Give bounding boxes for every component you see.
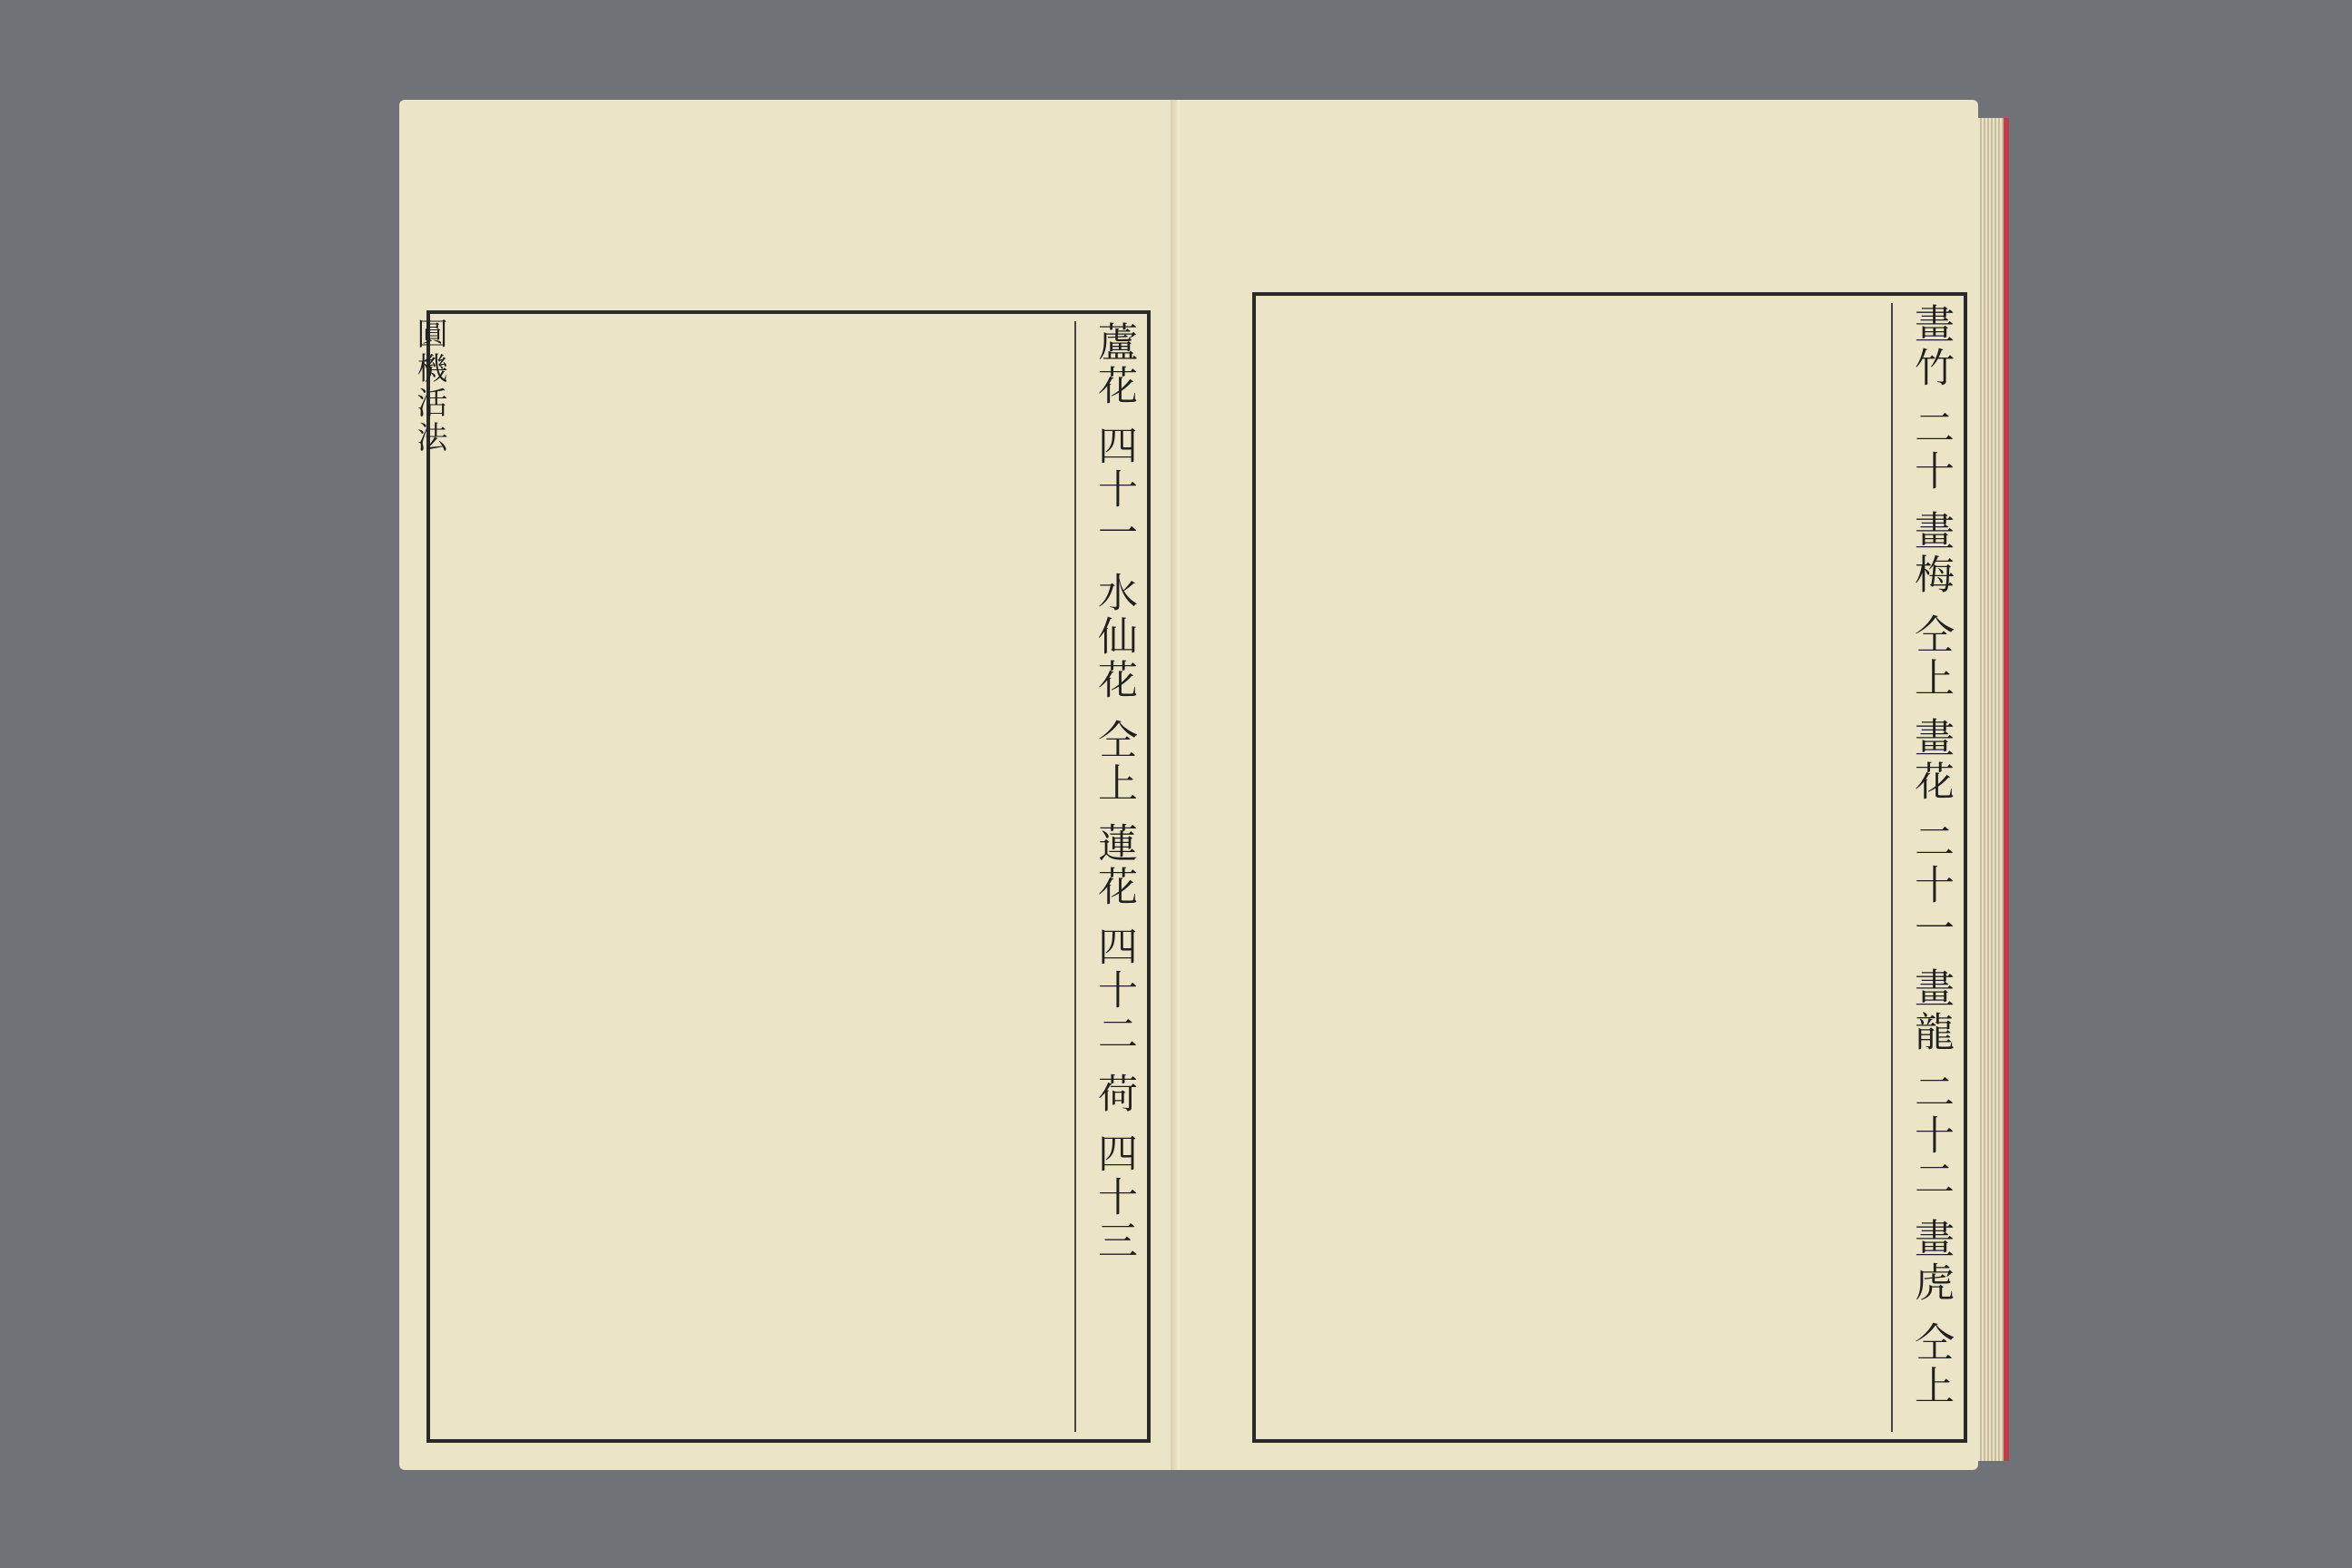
right-page — [1180, 100, 1978, 1470]
left-side-title: 圓機活法 — [411, 318, 447, 456]
right-column: 畫竹 二十 畫梅 仝上 畫花 二十一 畫龍 二十二 畫虎 仝上 — [1907, 303, 1954, 1408]
open-book — [399, 100, 1996, 1479]
page-edges — [1978, 118, 2009, 1461]
right-text-frame — [1252, 292, 1967, 1443]
left-note — [1011, 350, 1074, 1432]
left-text-frame — [426, 310, 1151, 1443]
left-page — [399, 100, 1180, 1470]
left-column: 蘆花 四十一 水仙花 仝上 蓮花 四十二 荷 四十三 — [1091, 321, 1137, 1263]
